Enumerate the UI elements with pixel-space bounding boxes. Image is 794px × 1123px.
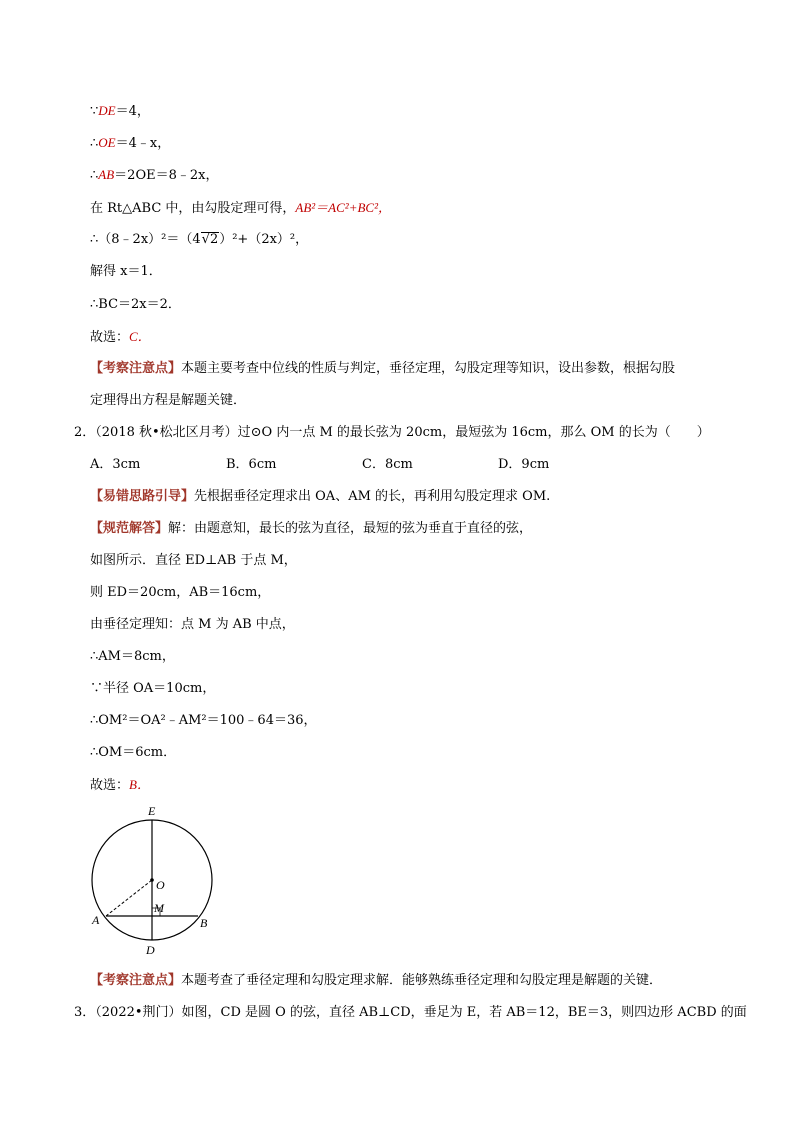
option-b: B．6cm	[226, 457, 277, 472]
hint-line: 【易错思路引导】先根据垂径定理求出 OA、AM 的长，再利用勾股定理求 OM.	[90, 489, 551, 504]
solution-line-6: 解得 x＝1．	[90, 264, 162, 279]
solution-line-1: ∵DE＝4，	[90, 103, 150, 119]
solution-line-2: ∴OE＝4﹣x，	[90, 135, 171, 151]
q2-note-line: 【考察注意点】本题考查了垂径定理和勾股定理求解．能够熟练垂径定理和勾股定理是解题的关键．	[90, 973, 663, 988]
note-line-1: 【考察注意点】本题主要考查中位线的性质与判定，垂径定理，勾股定理等知识，设出参数，根据勾股	[90, 361, 676, 376]
var-de: DE	[98, 103, 116, 118]
q2-sol-line-4: 由垂径定理知：点 M 为 AB 中点，	[90, 617, 295, 632]
q2-answer-choice: B．	[129, 777, 150, 792]
label-o: O	[156, 878, 165, 892]
radius-oa	[106, 880, 152, 916]
question-3-stem: 3．（2022•荆门）如图，CD 是圆 O 的弦，直径 AB⊥CD，垂足为 E，若 AB＝12，BE＝3，则四边形 ACBD 的面	[74, 1005, 747, 1020]
var-ab: AB	[98, 167, 115, 182]
pythagoras-equation: AB²＝AC²+BC²，	[295, 200, 391, 215]
q2-sol-line-3: 则 ED＝20cm，AB＝16cm，	[90, 585, 271, 600]
solution-line-5: ∴（8﹣2x）²＝（4√2）²+（2x）²，	[90, 232, 309, 247]
q2-sol-line-6: ∵半径 OA＝10cm，	[90, 681, 216, 696]
note-tag: 【考察注意点】	[90, 361, 182, 376]
label-e: E	[148, 804, 156, 818]
label-d: D	[146, 943, 155, 957]
solution-header: 【规范解答】解：由题意知，最长的弦为直径，最短的弦为垂直于直径的弦，	[90, 521, 533, 536]
solution-line-3: ∴AB＝2OE＝8﹣2x，	[90, 167, 219, 183]
q2-sol-line-5: ∴AM＝8cm，	[90, 649, 175, 664]
therefore-symbol: ∵	[90, 104, 99, 119]
question-2-stem: 2．（2018 秋•松北区月考）过⊙O 内一点 M 的最长弦为 20cm，最短弦为 16cm，那么 OM 的长为（ ）	[74, 425, 710, 440]
label-a: A	[92, 913, 100, 927]
answer-choice: C．	[129, 329, 151, 344]
option-c: C．8cm	[362, 457, 413, 472]
q2-sol-line-8: ∴OM＝6cm．	[90, 745, 177, 760]
solution-tag: 【规范解答】	[90, 521, 169, 536]
circle-figure	[84, 800, 224, 962]
sqrt-radicand: √2	[201, 232, 219, 247]
q2-sol-line-7: ∴OM²＝OA²﹣AM²＝100﹣64＝36，	[90, 713, 317, 728]
note-line-2: 定理得出方程是解题关键．	[90, 393, 247, 408]
answer-line: 故选：C．	[90, 329, 151, 345]
q2-sol-line-2: 如图所示．直径 ED⊥AB 于点 M，	[90, 553, 297, 568]
solution-line-4: 在 Rt△ABC 中，由勾股定理可得，AB²＝AC²+BC²，	[90, 200, 391, 216]
q2-answer-line: 故选：B．	[90, 777, 150, 793]
option-d: D．9cm	[498, 457, 550, 472]
label-b: B	[200, 916, 208, 930]
var-oe: OE	[98, 135, 116, 150]
q2-note-tag: 【考察注意点】	[90, 973, 182, 988]
label-m: M	[154, 901, 164, 915]
center-point	[150, 878, 154, 882]
solution-line-7: ∴BC＝2x＝2．	[90, 297, 181, 312]
option-a: A．3cm	[90, 457, 141, 472]
hint-tag: 【易错思路引导】	[90, 489, 195, 504]
